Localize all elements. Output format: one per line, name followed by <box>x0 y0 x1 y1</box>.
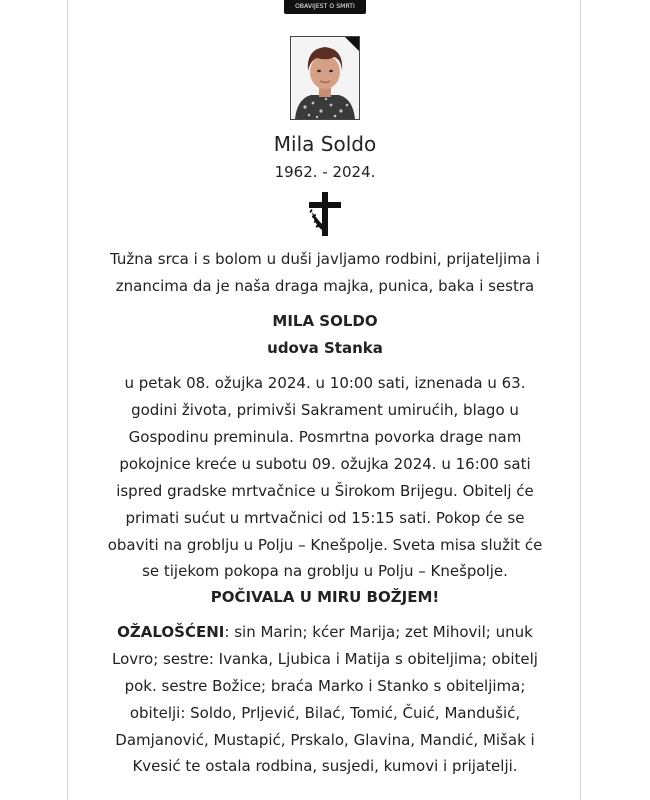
portrait-photo <box>290 36 360 120</box>
mourners-line-6: Kvesić te ostala rodbina, susjedi, kumovi i prijatelji. <box>132 757 518 775</box>
body-line-8: se tijekom pokopa na groblju u Polju – Knešpolje. <box>142 562 508 580</box>
body-line-2: godini života, primivši Sakrament umirućih, blago u <box>131 401 519 419</box>
widow-of: udova Stanka <box>267 339 383 357</box>
body-line-4: pokojnice kreće u subotu 09. ožujka 2024. u 16:00 sati <box>119 455 531 473</box>
intro-line-1: Tužna srca i s bolom u duši javljamo rodbini, prijateljima i <box>110 250 540 268</box>
body-line-3: Gospodinu preminula. Posmrtna povorka drage nam <box>128 428 522 446</box>
life-years: 1962. - 2024. <box>274 163 376 181</box>
mourners-label: OŽALOŠĆENI <box>117 623 225 641</box>
notice-badge: OBAVIJEST O SMRTI <box>284 0 366 14</box>
cross-icon <box>306 190 344 238</box>
deceased-name-caps: MILA SOLDO <box>272 312 378 330</box>
body-line-6: primati sućut u mrtvačnici od 15:15 sati. Pokop će se <box>125 509 525 527</box>
mourners-first-line: : sin Marin; kćer Marija; zet Mihovil; unuk <box>224 623 533 641</box>
mourners-line-2: Lovro; sestre: Ivanka, Ljubica i Matija s obiteljima; obitelj <box>112 650 538 668</box>
rest-in-peace: POČIVALA U MIRU BOŽJEM! <box>210 588 440 606</box>
mourners-line-5: Damjanović, Mustapić, Prskalo, Glavina, Mandić, Mišak i <box>115 731 535 749</box>
mourners-line-4: obitelji: Soldo, Prljević, Bilać, Tomić, Čuić, Mandušić, <box>129 704 521 722</box>
body-line-5: ispred gradske mrtvačnice u Širokom Brijegu. Obitelj će <box>116 482 534 500</box>
mourners-line-3: pok. sestre Božice; braća Marko i Stanko s obiteljima; <box>124 677 526 695</box>
mourners-line-1 <box>0 619 650 646</box>
body-line-7: obaviti na groblju u Polju – Knešpolje. Sveta misa služit će <box>107 536 543 554</box>
body-line-1: u petak 08. ožujka 2024. u 10:00 sati, iznenada u 63. <box>124 374 526 392</box>
deceased-name: Mila Soldo <box>273 132 377 156</box>
intro-line-2: znancima da je naša draga majka, punica, baka i sestra <box>115 277 535 295</box>
